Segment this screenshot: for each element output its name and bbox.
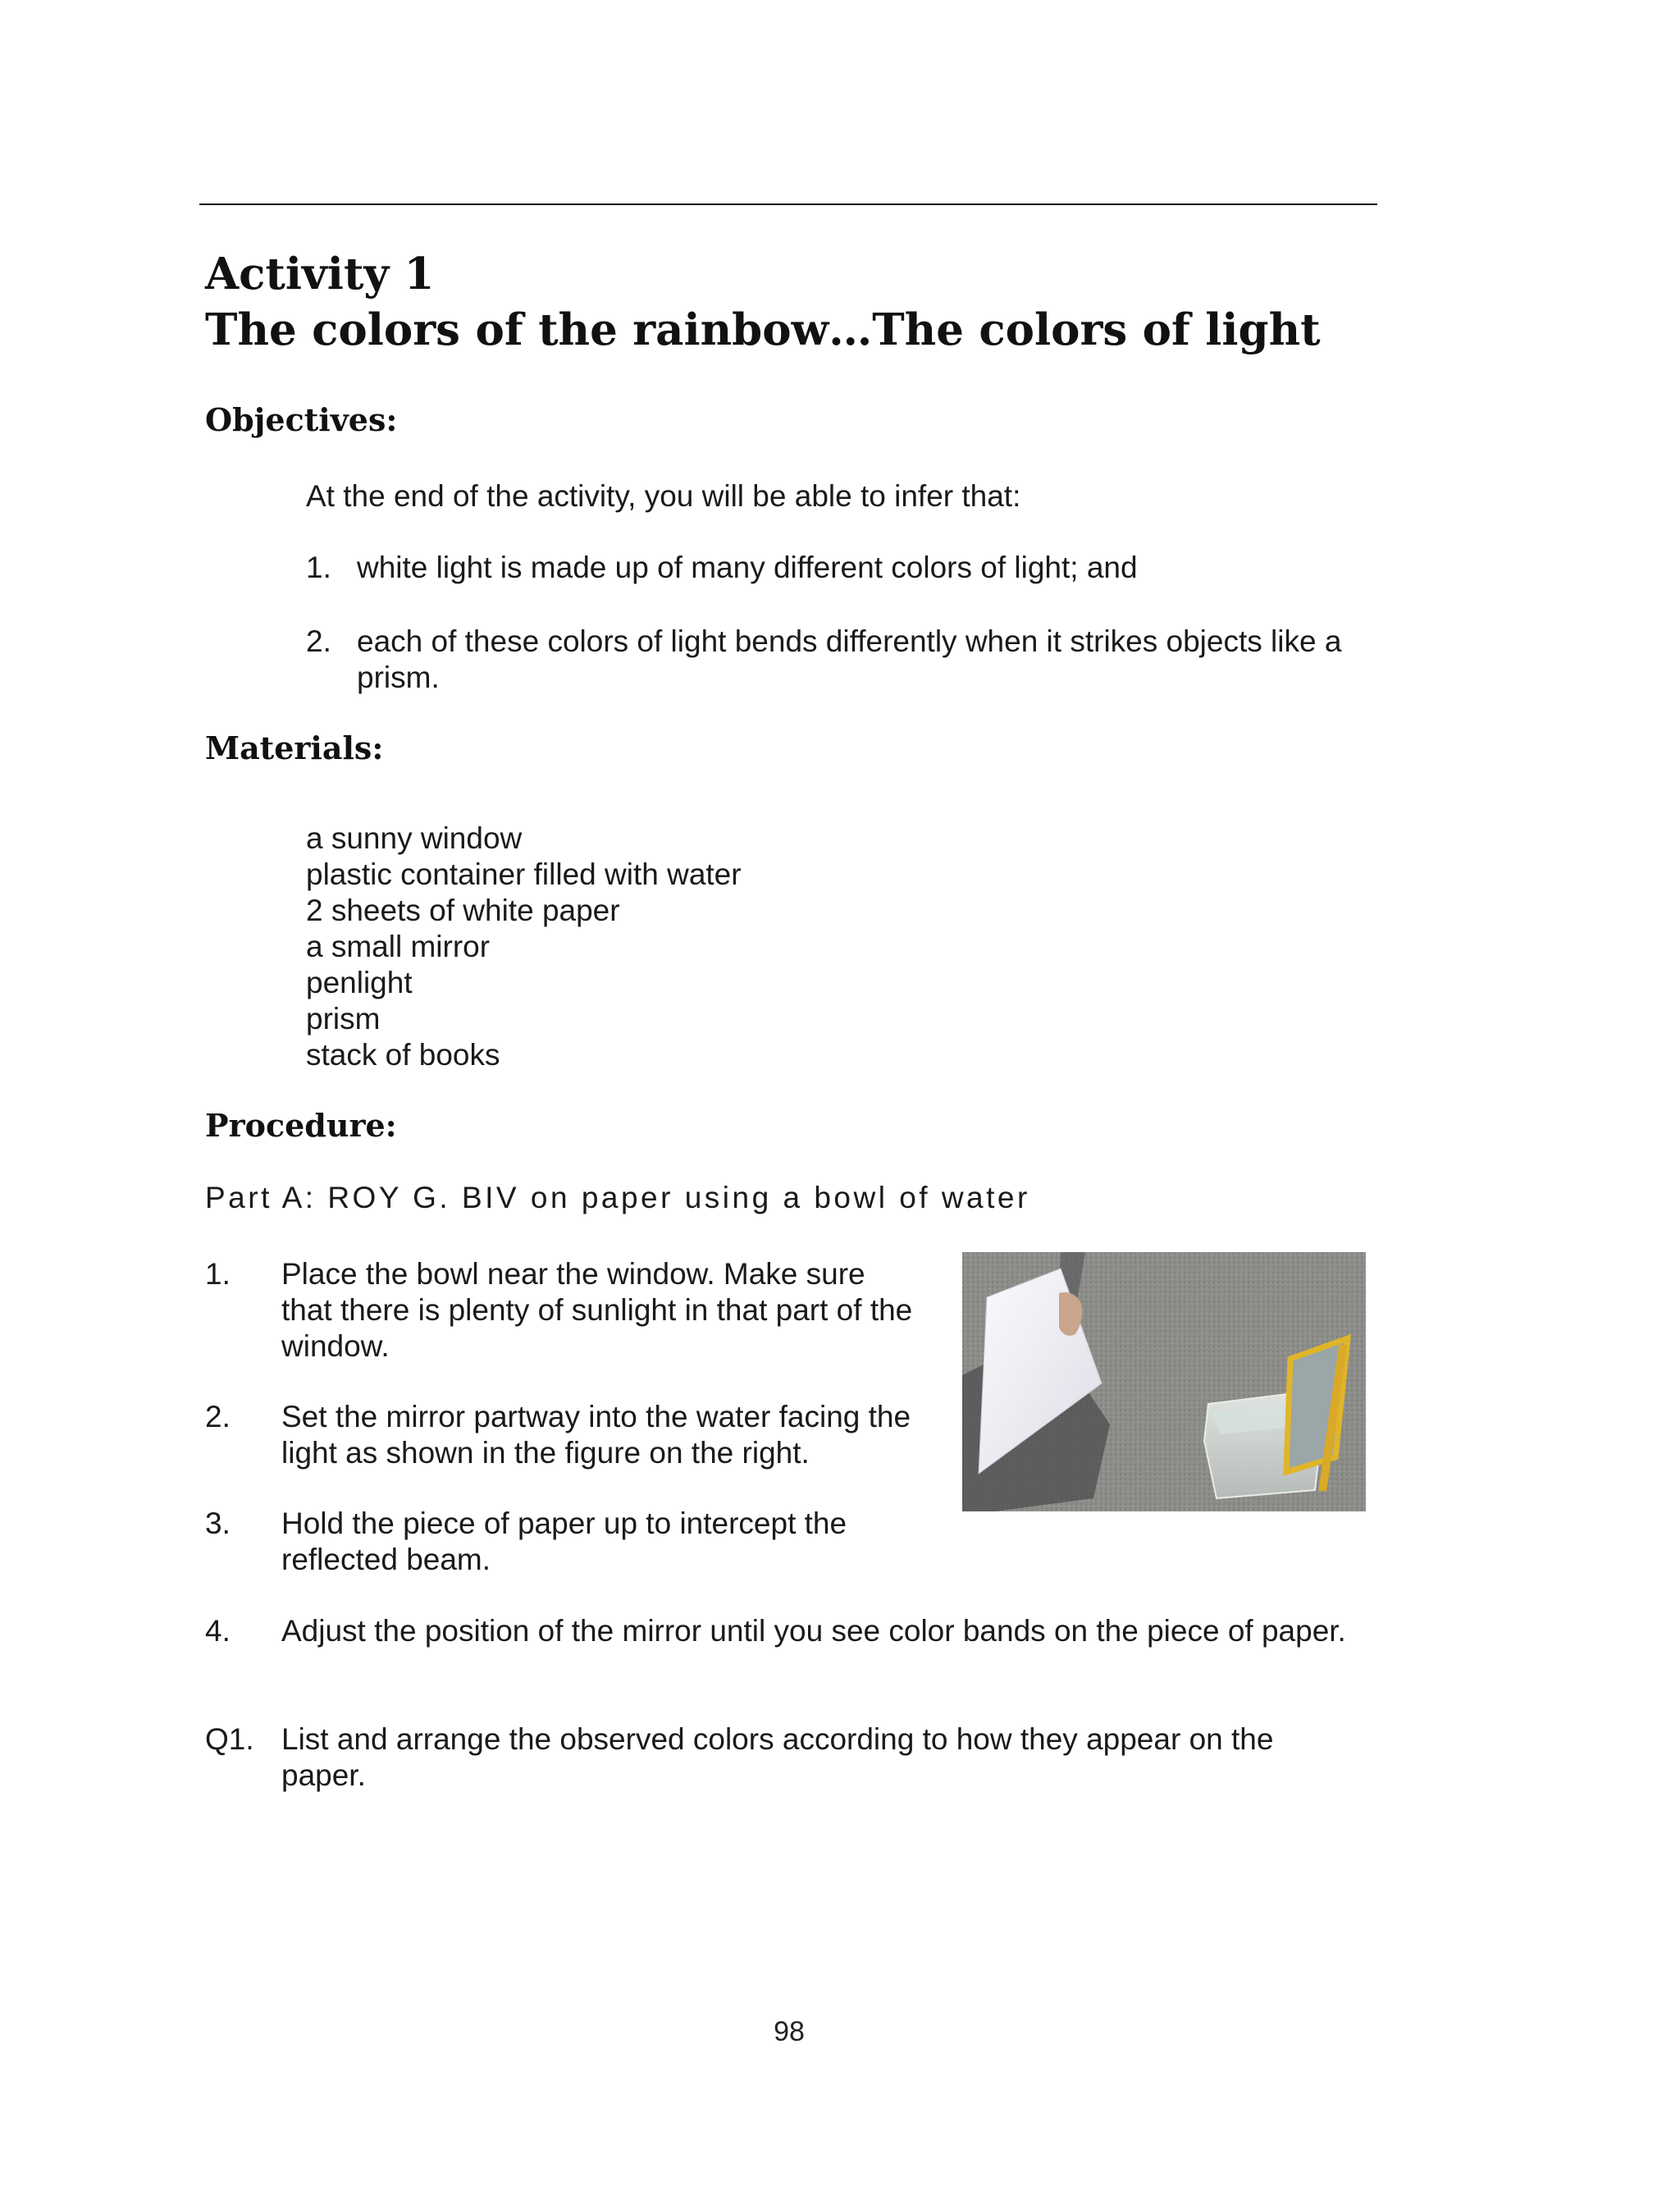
step-3-line-1: Hold the piece of paper up to intercept the xyxy=(281,1506,847,1540)
step-3-line-2: reflected beam. xyxy=(281,1543,491,1576)
materials-list xyxy=(306,821,742,1073)
material-item: plastic container filled with water xyxy=(306,857,742,891)
objective-2-text-line2: prism. xyxy=(357,661,440,694)
objectives-heading: Objectives: xyxy=(205,401,398,438)
step-1-line-1: Place the bowl near the window. Make sure xyxy=(281,1257,865,1291)
step-2-number: 2. xyxy=(205,1400,231,1433)
step-1-line-3: window. xyxy=(281,1329,390,1363)
page-number: 98 xyxy=(774,2016,805,2047)
figure-mirror-water-photo xyxy=(962,1252,1366,1511)
material-item: 2 sheets of white paper xyxy=(306,894,620,927)
material-item: a sunny window xyxy=(306,821,523,855)
procedure-heading: Procedure: xyxy=(205,1107,397,1144)
step-2-line-1: Set the mirror partway into the water facing the xyxy=(281,1400,911,1433)
step-4-line-1: Adjust the position of the mirror until you see color bands on the piece of paper. xyxy=(281,1614,1346,1648)
material-item: a small mirror xyxy=(306,930,491,963)
material-item: penlight xyxy=(306,966,413,999)
activity-title xyxy=(205,246,1321,358)
step-2-line-2: light as shown in the figure on the right. xyxy=(281,1436,810,1470)
header-rule xyxy=(199,203,1377,205)
material-item: stack of books xyxy=(306,1038,500,1072)
objective-1-text: white light is made up of many different colors of light; and xyxy=(357,551,1138,584)
step-1-line-2: that there is plenty of sunlight in that part of the xyxy=(281,1293,913,1327)
step-3-number: 3. xyxy=(205,1506,231,1540)
photo-illustration xyxy=(962,1252,1366,1511)
material-item: prism xyxy=(306,1002,381,1036)
objective-2-text-line1: each of these colors of light bends differently when it strikes objects like a xyxy=(357,624,1342,658)
title-line-1: Activity 1 xyxy=(205,249,435,299)
question-1-line-2: paper. xyxy=(281,1758,366,1792)
objectives-intro: At the end of the activity, you will be able to infer that: xyxy=(306,479,1021,513)
objective-1-number: 1. xyxy=(306,551,331,584)
step-4-number: 4. xyxy=(205,1614,231,1648)
objective-2-number: 2. xyxy=(306,624,331,658)
title-line-2: The colors of the rainbow…The colors of light xyxy=(205,304,1321,355)
part-a-subheading: Part A: ROY G. BIV on paper using a bowl of water xyxy=(205,1181,1030,1214)
materials-heading: Materials: xyxy=(205,729,384,766)
step-1-number: 1. xyxy=(205,1257,231,1291)
question-1-number: Q1. xyxy=(205,1722,254,1756)
question-1-line-1: List and arrange the observed colors according to how they appear on the xyxy=(281,1722,1274,1756)
